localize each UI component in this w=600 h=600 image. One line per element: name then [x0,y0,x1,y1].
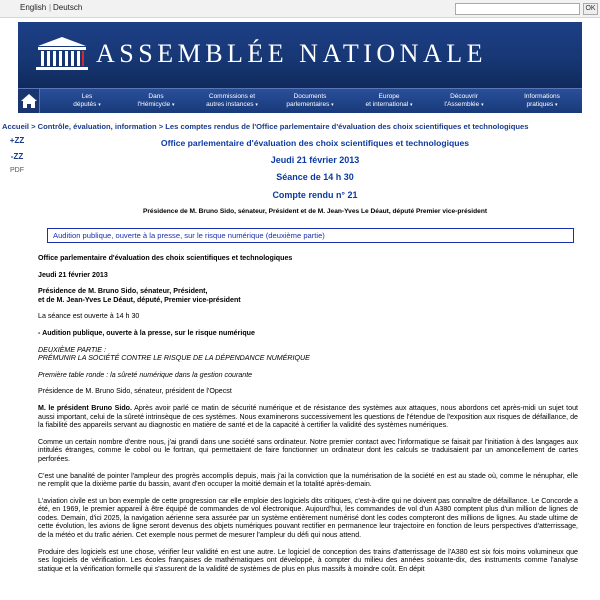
nav-label-line2: l'Assemblée [444,100,480,108]
agenda-link[interactable]: Audition publique, ouverte à la presse, sur le risque numérique (deuxième partie) [53,231,325,240]
breadcrumb[interactable]: Accueil > Contrôle, évaluation, information > Les comptes rendus de l'Office parlementaire d'évaluation des choix scientifiques et technologiques [2,122,529,131]
nav-item-deputes[interactable] [62,93,112,109]
session-time: Séance de 14 h 30 [276,172,354,182]
nav-item-decouvrir[interactable] [434,93,494,109]
paragraph: Comme un certain nombre d'entre nous, j'ai grandi dans une société sans ordinateur. Notre premier contact avec l'informatique se faisait par l'initiation à des langages aux intitulés étranges, comme le cobol ou le fortran, qui permettaient de faire fonctionner un ordinateur dont les calculs se traduisaient par un amoncellement de cartes perforées. [38,437,578,463]
paragraph-text: Après avoir parlé ce matin de sécurité numérique et de résistance des systèmes aux attaques, nous abordons cet après-midi un sujet tout aussi important, celui de la sûreté intrinsèque de ces systèmes. Nous examinerons successivement les questions de l'étendue de l'exposition aux risques de défaillance, de la fiabilité des appareils servant au diagnostic en matière de santé et de la capacité à certifier la validité des systèmes numériques. [38,403,578,430]
body-office-title: Office parlementaire d'évaluation des choix scientifiques et technologiques [38,254,293,262]
session-date: Jeudi 21 février 2013 [270,155,360,165]
chevron-down-icon: ▾ [409,101,413,108]
report-body [38,254,578,581]
nav-item-informations[interactable] [512,93,572,109]
site-title[interactable]: ASSEMBLÉE NATIONALE [96,39,487,68]
hemicycle-building-icon[interactable] [34,35,90,73]
nav-label-line1: Commissions et [208,93,256,100]
site-banner [18,22,582,88]
paragraph: L'aviation civile est un bon exemple de cette progression car elle emploie des logiciels dits critiques, c'est-à-dire qui ne doivent pas connaître de défaillance. Le Concorde a été, en 1969, le premier appareil à être équipé de commandes de vol électronique. Aujourd'hui, les commandes de vol d'un A380 comptent plus d'un million de lignes de codes. Demain, d'ici 2025, la navigation aérienne sera assurée par un système entièrement numérisé dont les codes compteront des millions de lignes. Au stade ultime de cette évolution, les avions de ligne seront devenus des objets numériques pouvant rectifier en permanence leur trajectoire en fonction de leurs perspectives d'atterrissage, de la météo et du trafic aérien. Cet exemple nous permet de mesurer l'ampleur du défi qui nous attend. [38,496,578,540]
nav-label-line2: l'Hémicycle [137,100,171,108]
home-button[interactable] [18,89,40,113]
nav-label-line1: Découvrir [450,93,478,100]
nav-item-commissions[interactable] [198,93,266,109]
session-opening: La séance est ouverte à 14 h 30 [38,312,140,321]
paragraph: C'est une banalité de pointer l'ampleur des progrès accomplis depuis, mais j'ai la conviction que la numérisation de la société en est au stade où, comme le nénuphar, elle ne remplit que la dixième partie du bassin, avant d'en occuper la moitié demain et la totalité après-demain. [38,471,578,489]
report-number: Compte rendu n° 21 [272,190,358,200]
round-table-title: Première table ronde : la sûreté numérique dans la gestion courante [38,370,253,379]
nav-item-europe[interactable] [354,93,424,109]
chevron-down-icon: ▾ [171,101,175,108]
search-ok-button[interactable]: OK [583,3,598,15]
body-date: Jeudi 21 février 2013 [38,270,108,279]
paragraph: Produire des logiciels est une chose, vérifier leur validité en est une autre. Le logiciel de conception des trains d'atterrissage de l'A380 est six fois moins volumineux que ses logiciels de vérification. Les écoles françaises de mathématiques ont développé, à compter du milieu des années soixante-dix, des instruments comme l'analyse statique et la vérification formelle qui s'assurent de la validité de systèmes de plus en plus massifs à moindre coût. En dépit [38,547,578,573]
nav-label-line2: autres instances [206,100,254,108]
nav-item-hemicycle[interactable] [126,93,186,109]
office-heading: Office parlementaire d'évaluation des choix scientifiques et technologiques [160,138,470,148]
language-link-deutsch[interactable]: Deutsch [53,3,83,12]
part-heading-line2: PRÉMUNIR LA SOCIÉTÉ CONTRE LE RISQUE DE LA DÉPENDANCE NUMÉRIQUE [38,354,310,363]
nav-item-documents[interactable] [276,93,344,109]
nav-label-line1: Dans [148,93,164,100]
nav-label-line1: Informations [524,93,560,100]
zoom-out-text-button[interactable]: -ZZ [10,152,24,161]
nav-label-line1: Europe [378,93,400,100]
body-presidence-line2: et de M. Jean-Yves Le Déaut, député, Premier vice-président [38,295,241,304]
pdf-download-link[interactable]: PDF [10,167,24,174]
search-input[interactable] [455,3,580,15]
agenda-box [47,228,574,243]
nav-label-line2: et international [365,100,409,108]
chevron-down-icon: ▾ [555,101,558,108]
part-heading [38,346,578,363]
speaker-name: M. le président Bruno Sido. [38,403,132,412]
part-heading-line1: DEUXIÈME PARTIE : [38,345,106,354]
chevron-down-icon: ▾ [255,101,258,108]
audition-title: - Audition publique, ouverte à la presse, sur le risque numérique [38,328,255,337]
nav-label-line1: Documents [293,93,327,100]
language-separator: | [49,3,52,12]
nav-label-line2: parlementaires [286,100,330,108]
language-link-english[interactable]: English [20,3,47,12]
paragraph [38,404,578,430]
chevron-down-icon: ▾ [331,101,334,108]
nav-label-line2: pratiques [526,100,554,108]
top-bar [0,0,600,18]
house-icon [18,89,40,113]
presidence-line: Présidence de M. Bruno Sido, sénateur, Président et de M. Jean-Yves Le Déaut, député Premier vice-président [142,208,488,215]
main-navigation [18,88,582,113]
chevron-down-icon: ▾ [481,101,484,108]
body-presidence-line1: Présidence de M. Bruno Sido, sénateur, Président, [38,287,208,296]
zoom-in-text-button[interactable]: +ZZ [9,136,25,145]
body-presidence [38,287,578,304]
round-table-presidence: Présidence de M. Bruno Sido, sénateur, président de l'Opecst [38,387,232,396]
page-tools [6,136,28,176]
nav-label-line1: Les [81,93,93,100]
chevron-down-icon: ▾ [98,101,101,108]
nav-label-line2: députés [73,100,97,108]
